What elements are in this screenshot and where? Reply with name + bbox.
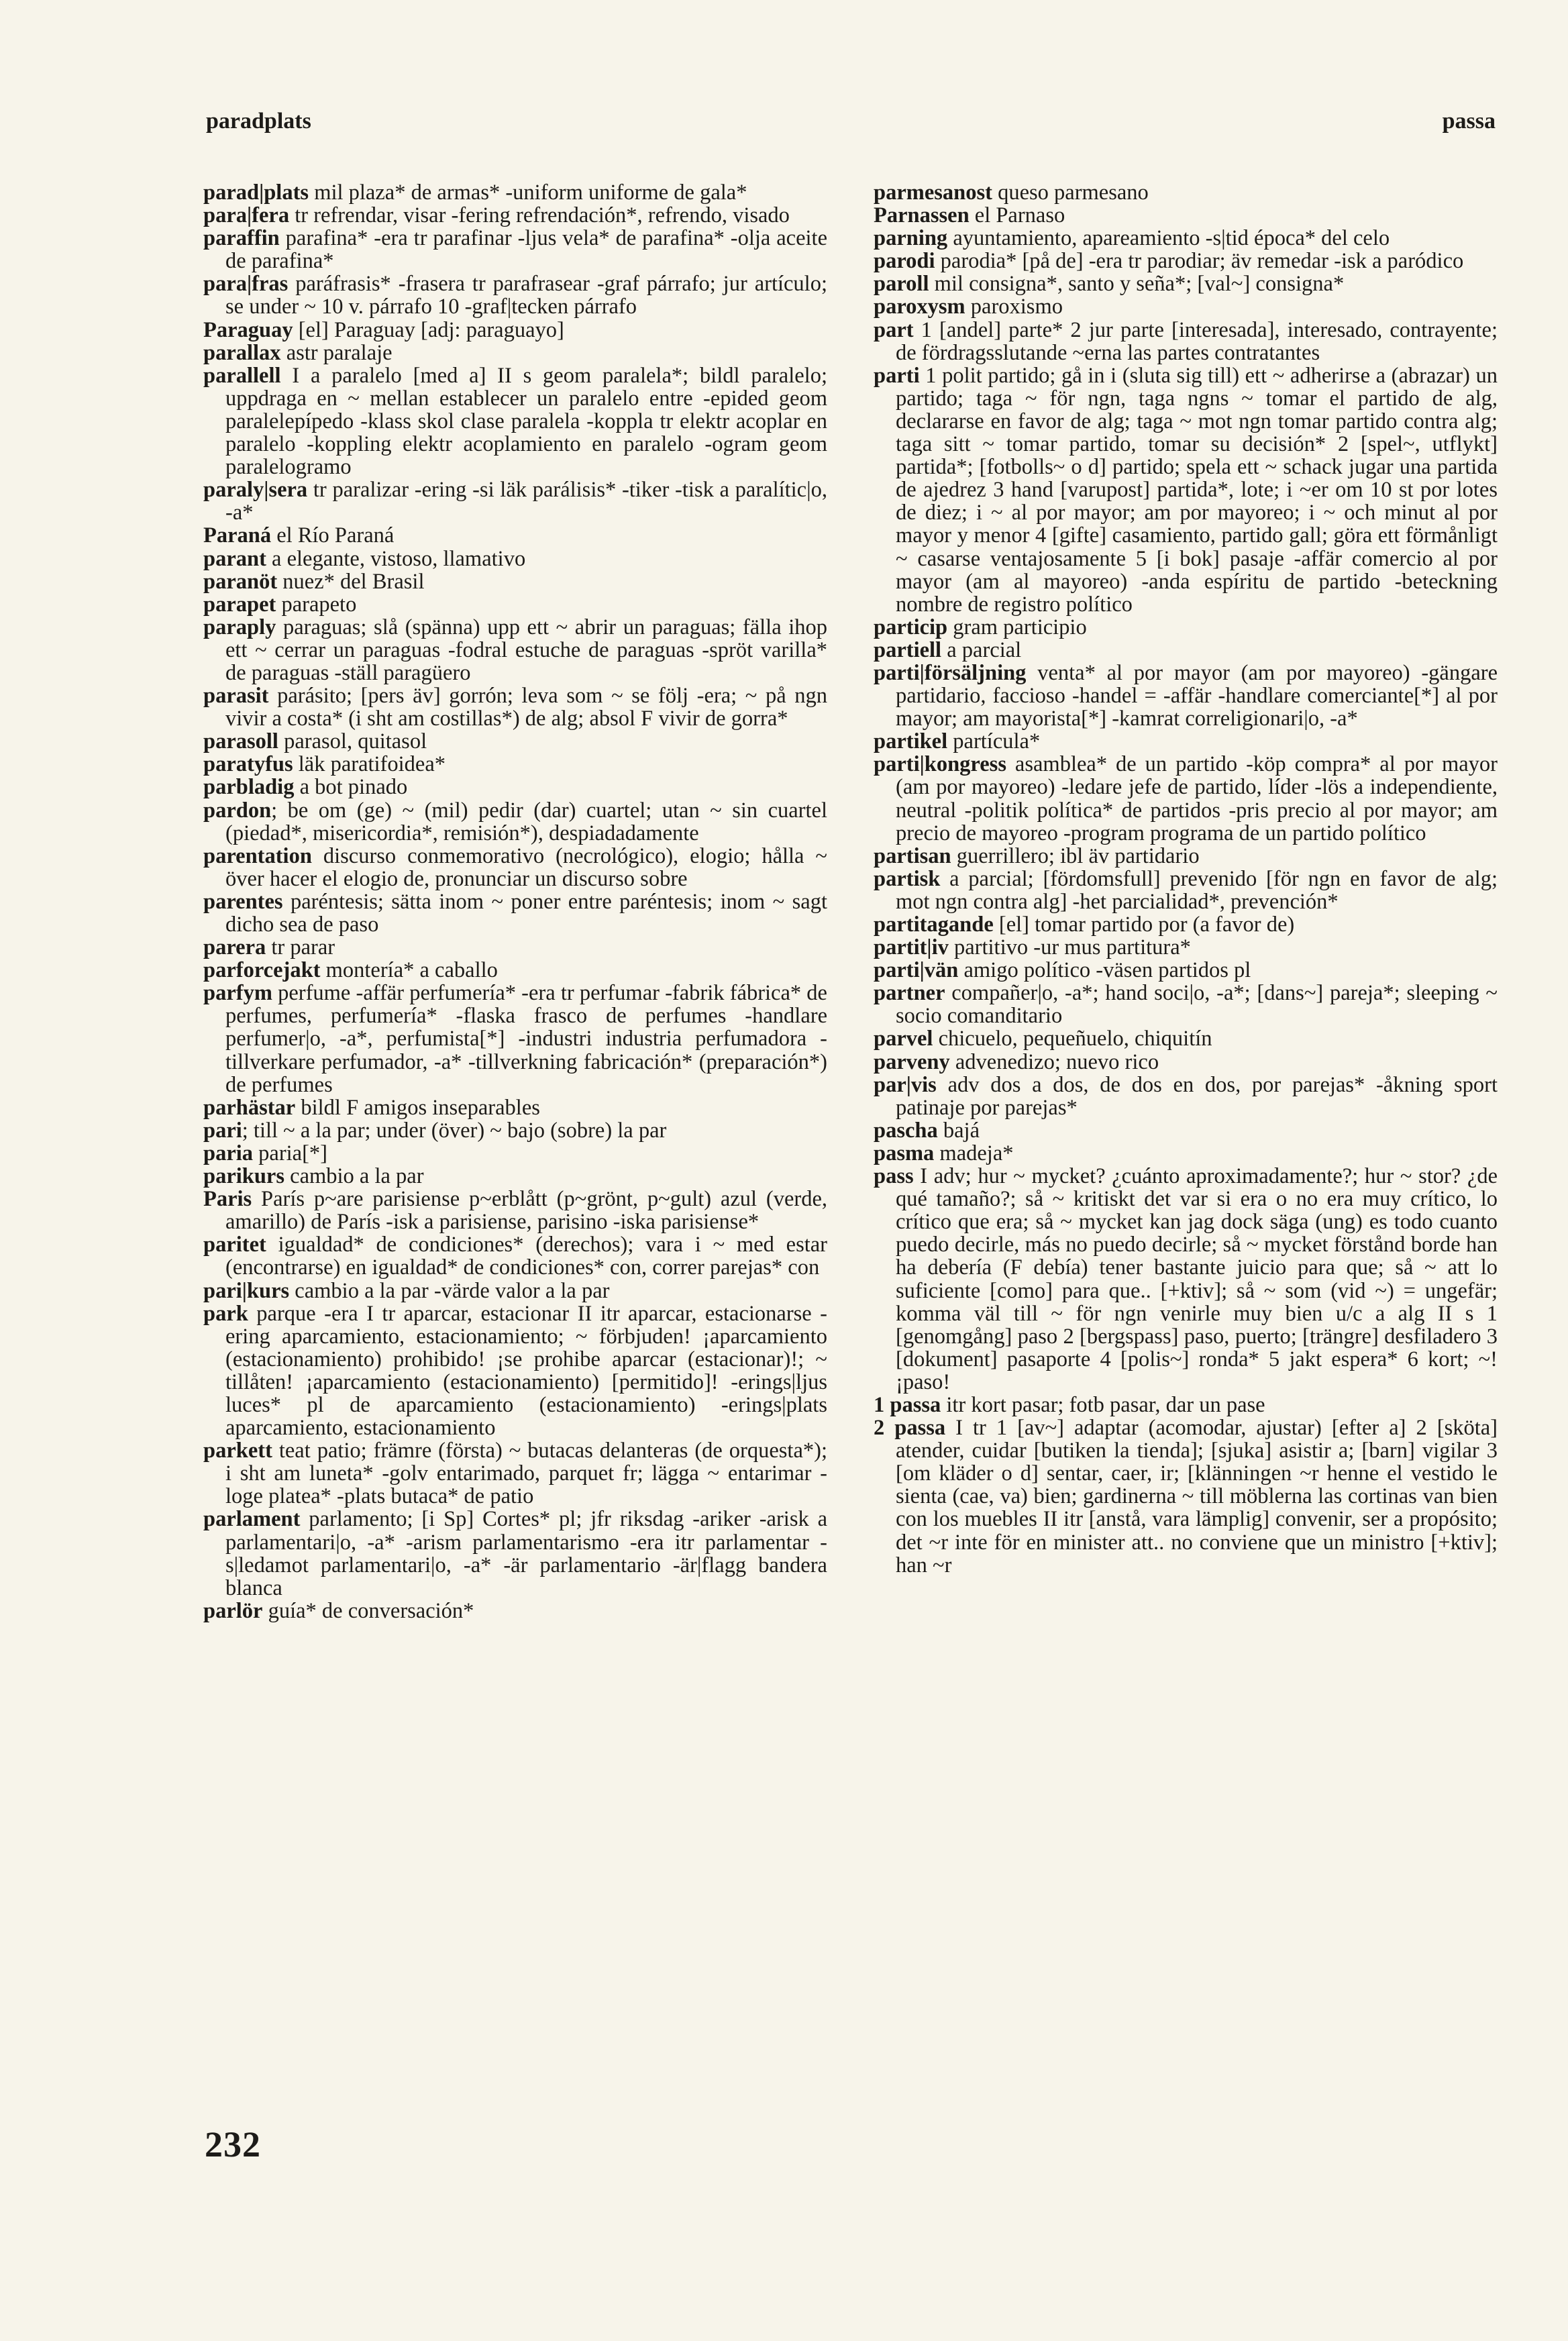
dictionary-entry — [874, 1027, 1498, 1050]
dictionary-entry — [874, 227, 1498, 250]
entry-headword: partisk — [874, 866, 941, 891]
entry-definition: paréntesis; sätta inom ~ poner entre paréntesis; inom ~ sagt dicho sea de paso — [225, 889, 827, 937]
entry-definition: ; till ~ a la par; under (över) ~ bajo (sobre) la par — [242, 1118, 667, 1143]
entry-headword: part — [874, 317, 914, 342]
entry-definition: parlamento; [i Sp] Cortes* pl; jfr riksdag -ariker -arisk a parlamentari|o, -a* -arism parlamentarismo -era itr parlamentar -s|ledamot parlamentari|o, -a* -är parlamentario -är|flagg bandera blanca — [225, 1507, 827, 1600]
entry-definition: parque -era I tr aparcar, estacionar II itr aparcar, estacionarse -ering aparcamiento, estacionamiento; ~ förbjuden! ¡aparcamiento (estacionamiento) prohibido! ¡se prohibe aparcar (estacionar)!; ~ tillåten! ¡aparcamiento (estacionamiento) [permitido]! -erings|ljus luces* pl de aparcamiento (estacionamiento) -erings|plats aparcamiento, estacionamiento — [225, 1301, 827, 1441]
dictionary-entry — [874, 730, 1498, 753]
dictionary-entry — [874, 1119, 1498, 1142]
dictionary-entry — [203, 478, 827, 524]
entry-definition: a elegante, vistoso, llamativo — [266, 546, 526, 571]
entry-definition: cambio a la par -värde valor a la par — [289, 1278, 610, 1303]
entry-definition: asamblea* de un partido -köp compra* al por mayor (am por mayoreo) -ledare jefe de partido, líder -lös a independiente, neutral -politik política* de partidos -pris precio al por mayor; am precio de mayoreo -program programa de un partido político — [896, 752, 1498, 845]
dictionary-entry — [874, 319, 1498, 364]
dictionary-entry — [203, 1119, 827, 1142]
dictionary-entry — [203, 319, 827, 342]
entry-headword: parti|vän — [874, 958, 959, 983]
entry-definition: a parcial; [fördomsfull] prevenido [för ngn en favor de alg; mot ngn contra alg] -het parcialidad*, prevención* — [896, 866, 1498, 914]
entry-headword: paranöt — [203, 569, 278, 594]
entry-definition: partitivo -ur mus partitura* — [948, 935, 1191, 960]
entry-definition: teat patio; främre (första) ~ butacas delanteras (de orquesta*); i sht am luneta* -golv entarimado, parquet fr; lägga ~ entarimar -loge platea* -plats butaca* de patio — [225, 1439, 827, 1509]
entry-definition: guía* de conversación* — [262, 1598, 474, 1623]
entry-definition: discurso conmemorativo (necrológico), elogio; hålla ~ över hacer el elogio de, pronunciar un discurso sobre — [225, 843, 827, 891]
entry-headword: partiell — [874, 637, 942, 662]
entry-headword: parad|plats — [203, 180, 309, 205]
dictionary-entry — [874, 982, 1498, 1027]
dictionary-entry — [874, 639, 1498, 662]
entry-definition: el Parnaso — [969, 203, 1065, 228]
dictionary-entry — [203, 1096, 827, 1119]
entry-definition: igualdad* de condiciones* (derechos); vara i ~ med estar (encontrarse) en igualdad* de condiciones* con, correr parejas* con — [225, 1233, 827, 1280]
dictionary-entry — [874, 1416, 1498, 1577]
entry-definition: compañer|o, -a*; hand soci|o, -a*; [dans~] pareja*; sleeping ~ socio comanditario — [896, 981, 1498, 1029]
dictionary-entry — [203, 342, 827, 364]
dictionary-entry — [203, 548, 827, 570]
right-column — [874, 181, 1498, 1577]
entry-headword: Paraguay — [203, 317, 293, 342]
entry-definition: 1 polit partido; gå in i (sluta sig till) ett ~ adherirse a (abrazar) un partido; taga ~ för ngn, taga ngns ~ tomar el partido de alg, declararse en favor de alg; taga ~ mot ngn tomar partido contra alg; taga sitt ~ tomar partido, tomar su decisión* 2 [spel~, utflykt] partida*; [fotbolls~ o d] partido; spela ett ~ schack jugar una partida de ajedrez 3 hand [varupost] partida*, lote; i ~er om 10 st por lotes de diez; i ~ al por mayor; am por mayoreo; i ~ och minut al por mayor y menor 4 [gifte] casamiento, partido gall; göra ett förmånligt ~ casarse ventajosamente 5 [i bok] pasaje -affär comercio al por mayor (am al mayoreo) -anda espíritu de partido -beteckning nombre de registro político — [896, 363, 1498, 617]
dictionary-entry — [203, 593, 827, 616]
entry-headword: parentation — [203, 843, 312, 868]
page-number: 232 — [205, 2124, 261, 2165]
entry-headword: parlör — [203, 1598, 263, 1623]
dictionary-entry — [874, 272, 1498, 295]
entry-headword: parning — [874, 226, 948, 251]
entry-headword: paratyfus — [203, 752, 293, 777]
dictionary-entry — [203, 890, 827, 936]
entry-definition: gram participio — [947, 615, 1087, 639]
dictionary-entry — [203, 616, 827, 684]
entry-definition: venta* al por mayor (am por mayoreo) -gängare partidario, faccioso -handel = -affär -handlare comerciante[*] al por mayor; am mayorista[*] -kamrat correligionari|o, -a* — [896, 660, 1498, 731]
dictionary-entry — [203, 845, 827, 890]
entry-headword: paraffin — [203, 226, 280, 251]
entry-definition: 1 [andel] parte* 2 jur parte [interesada], interesado, contrayente; de fördragsslutande ~erna las partes contratantes — [896, 317, 1498, 365]
entry-definition: guerrillero; ibl äv partidario — [951, 843, 1200, 868]
entry-headword: parallell — [203, 363, 281, 388]
entry-definition: cambio a la par — [284, 1164, 424, 1189]
entry-definition: queso parmesano — [992, 180, 1149, 205]
entry-headword: parbladig — [203, 775, 295, 800]
entry-definition: parásito; [pers äv] gorrón; leva som ~ se följ -era; ~ på ngn vivir a costa* (i sht am costillas*) de alg; absol F vivir de gorra* — [225, 684, 827, 731]
entry-headword: pass — [874, 1164, 914, 1189]
dictionary-entry — [203, 181, 827, 204]
entry-definition: amigo político -väsen partidos pl — [958, 958, 1251, 983]
entry-headword: Parnassen — [874, 203, 970, 228]
dictionary-entry — [203, 936, 827, 959]
entry-headword: parveny — [874, 1049, 950, 1074]
entry-definition: mil plaza* de armas* -uniform uniforme de gala* — [309, 180, 747, 205]
dictionary-entry — [203, 272, 827, 318]
entry-headword: Paraná — [203, 523, 272, 548]
entry-definition: [el] Paraguay [adj: paraguayo] — [293, 317, 564, 342]
entry-definition: chicuelo, pequeñuelo, chiquitín — [933, 1027, 1212, 1051]
entry-headword: parfym — [203, 981, 272, 1006]
entry-definition: bildl F amigos inseparables — [295, 1095, 540, 1120]
dictionary-entry — [203, 982, 827, 1096]
dictionary-entry — [203, 364, 827, 478]
entry-definition: parodia* [på de] -era tr parodiar; äv remedar -isk a paródico — [935, 249, 1464, 274]
dictionary-entry — [874, 868, 1498, 913]
entry-headword: parti — [874, 363, 920, 388]
entry-definition: madeja* — [934, 1141, 1014, 1165]
dictionary-entry — [874, 1165, 1498, 1394]
dictionary-entry — [874, 959, 1498, 982]
dictionary-entry — [203, 1508, 827, 1599]
entry-definition: [el] tomar partido por (a favor de) — [993, 913, 1295, 937]
running-head-right: passa — [1442, 109, 1496, 134]
dictionary-entry — [874, 1394, 1498, 1416]
entry-definition: paraguas; slå (spänna) upp ett ~ abrir un paraguas; fälla ihop ett ~ cerrar un paraguas -fodral estuche de paraguas -spröt varilla* de paraguas -ställ paragüero — [225, 615, 827, 685]
entry-definition: nuez* del Brasil — [277, 569, 425, 594]
entry-definition: paráfrasis* -frasera tr parafrasear -graf párrafo; jur artículo; se under ~ 10 v. párrafo 10 -graf|tecken párrafo — [225, 272, 827, 319]
entry-headword: paroxysm — [874, 295, 965, 319]
dictionary-entry — [203, 524, 827, 547]
entry-headword: Paris — [203, 1187, 252, 1212]
dictionary-entry — [203, 959, 827, 982]
entry-definition: tr refrendar, visar -fering refrendación*, refrendo, visado — [289, 203, 790, 228]
entry-headword: parhästar — [203, 1095, 296, 1120]
entry-headword: parikurs — [203, 1164, 285, 1189]
entry-definition: läk paratifoidea* — [293, 752, 446, 777]
entry-headword: para|fera — [203, 203, 290, 228]
entry-headword: parforcejakt — [203, 958, 321, 983]
entry-headword: 1 passa — [874, 1392, 941, 1417]
entry-headword: parvel — [874, 1027, 933, 1051]
entry-headword: 2 passa — [874, 1416, 946, 1441]
entry-headword: pascha — [874, 1118, 938, 1143]
entry-headword: parasit — [203, 684, 269, 709]
entry-headword: para|fras — [203, 272, 289, 297]
entry-definition: parapeto — [276, 592, 357, 617]
dictionary-entry — [203, 1142, 827, 1165]
entry-headword: paritet — [203, 1233, 266, 1257]
entry-headword: parodi — [874, 249, 935, 274]
entry-definition: perfume -affär perfumería* -era tr perfumar -fabrik fábrica* de perfumes, perfumería* -flaska frasco de perfumes -handlare perfumer|o, -a*, perfumista[*] -industri industria perfumadora -tillverkare perfumador, -a* -tillverkning fabricación* (preparación*) de perfumes — [225, 981, 827, 1097]
entry-headword: parapet — [203, 592, 276, 617]
entry-definition: paroxismo — [965, 295, 1063, 319]
entry-headword: particip — [874, 615, 948, 639]
entry-definition: a bot pinado — [294, 775, 408, 800]
entry-headword: parera — [203, 935, 266, 960]
entry-definition: ayuntamiento, apareamiento -s|tid época* del celo — [947, 226, 1390, 251]
entry-definition: I adv; hur ~ mycket? ¿cuánto aproximadamente?; hur ~ stor? ¿de qué tamaño?; så ~ kritiskt det var si era o no era muy crítico, lo crítico que era; så ~ mycket kan jag dock säga (ung) es todo cuanto puedo decirle, más no puedo decirle; så ~ mycket förstånd borde han ha debería (F debía) tener bastante juicio para que; så ~ att lo suficiente [como] para que.. [+ktiv]; så ~ som (vid ~) = ungefär; komma väl till ~ för ngn venirle muy bien u/c a alg II s 1 [genomgång] paso 2 [bergspass] paso, puerto; [trängre] desfiladero 3 [dokument] pasaporte 4 [polis~] ronda* 5 jakt espera* 6 kort; ~! ¡paso! — [896, 1164, 1498, 1394]
entry-definition: paria[*] — [253, 1141, 328, 1165]
dictionary-entry — [874, 845, 1498, 868]
entry-headword: partit|iv — [874, 935, 949, 960]
dictionary-entry — [203, 684, 827, 730]
entry-headword: parti|försäljning — [874, 660, 1027, 685]
entry-definition: París p~are parisiense p~erblått (p~grönt, p~gult) azul (verde, amarillo) de París -isk a parisiense, parisino -iska parisiense* — [225, 1187, 827, 1235]
entry-definition: astr paralaje — [280, 340, 393, 365]
dictionary-entry — [874, 1051, 1498, 1074]
entry-definition: parafina* -era tr parafinar -ljus vela* de parafina* -olja aceite de parafina* — [225, 226, 827, 274]
dictionary-entry — [874, 936, 1498, 959]
dictionary-entry — [203, 1302, 827, 1440]
dictionary-entry — [874, 753, 1498, 844]
entry-definition: el Río Paraná — [271, 523, 395, 548]
entry-definition: mil consigna*, santo y seña*; [val~] consigna* — [929, 272, 1345, 297]
entry-headword: park — [203, 1301, 248, 1326]
dictionary-entry — [874, 1142, 1498, 1165]
entry-headword: parant — [203, 546, 266, 571]
entry-headword: parlament — [203, 1507, 301, 1532]
dictionary-entry — [874, 204, 1498, 227]
entry-definition: itr kort pasar; fotb pasar, dar un pase — [941, 1392, 1265, 1417]
dictionary-entry — [874, 1074, 1498, 1119]
entry-headword: pasma — [874, 1141, 935, 1165]
dictionary-entry — [203, 799, 827, 845]
entry-definition: tr paralizar -ering -si läk parálisis* -tiker -tisk a paralític|o, -a* — [225, 478, 827, 525]
running-head-left: paradplats — [206, 109, 311, 134]
entry-definition: adv dos a dos, de dos en dos, por parejas* -åkning sport patinaje por parejas* — [896, 1072, 1498, 1120]
dictionary-entry — [203, 1165, 827, 1188]
dictionary-entry — [874, 662, 1498, 730]
entry-definition: bajá — [937, 1118, 980, 1143]
dictionary-entry — [874, 364, 1498, 616]
entry-headword: partitagande — [874, 913, 994, 937]
entry-headword: par|vis — [874, 1072, 937, 1097]
entry-headword: pardon — [203, 798, 272, 823]
entry-definition: advenedizo; nuevo rico — [949, 1049, 1159, 1074]
entry-definition: I a paralelo [med a] II s geom paralela*; bildl paralelo; uppdraga en ~ mellan establecer un paralelo entre -epided geom paralelepípedo -klass skol clase paralela -koppla tr elektr acoplar en paralelo -koppling elektr acoplamiento en paralelo -ogram geom paralelogramo — [225, 363, 827, 480]
dictionary-entry — [874, 181, 1498, 204]
dictionary-entry — [203, 1280, 827, 1302]
entry-headword: parti|kongress — [874, 752, 1006, 777]
dictionary-entry — [203, 753, 827, 776]
dictionary-entry — [874, 295, 1498, 318]
entry-headword: pari — [203, 1118, 242, 1143]
left-column — [203, 181, 827, 1622]
entry-headword: partikel — [874, 729, 948, 754]
dictionary-entry — [203, 227, 827, 272]
entry-headword: parentes — [203, 889, 283, 914]
dictionary-entry — [203, 776, 827, 798]
entry-headword: paraly|sera — [203, 478, 308, 503]
dictionary-entry — [203, 1188, 827, 1233]
dictionary-entry — [203, 1600, 827, 1622]
entry-definition: a parcial — [941, 637, 1022, 662]
entry-headword: parasoll — [203, 729, 278, 754]
dictionary-entry — [203, 1233, 827, 1279]
entry-definition: tr parar — [266, 935, 335, 960]
dictionary-entry — [203, 570, 827, 593]
entry-headword: paria — [203, 1141, 254, 1165]
entry-headword: paroll — [874, 272, 929, 297]
entry-headword: parkett — [203, 1439, 272, 1463]
dictionary-entry — [203, 1439, 827, 1508]
dictionary-entry — [203, 204, 827, 227]
entry-headword: partisan — [874, 843, 951, 868]
entry-headword: parallax — [203, 340, 281, 365]
entry-definition: partícula* — [947, 729, 1041, 754]
entry-definition: parasol, quitasol — [278, 729, 427, 754]
entry-headword: parmesanost — [874, 180, 992, 205]
entry-definition: montería* a caballo — [320, 958, 498, 983]
entry-headword: paraply — [203, 615, 276, 639]
dictionary-entry — [874, 616, 1498, 639]
dictionary-entry — [874, 250, 1498, 272]
dictionary-entry — [874, 913, 1498, 936]
entry-definition: I tr 1 [av~] adaptar (acomodar, ajustar) [efter a] 2 [sköta] atender, cuidar [butiken la tienda]; [sjuka] asistir a; [barn] vigilar 3 [om kläder o d] sentar, caer, ir; [klänningen ~r henne el vestido le sienta (cae, va) bien; gardinerna ~ till möblerna las cortinas van bien con los muebles II itr [anstå, vara lämplig] convenir, ser a propósito; det ~r inte för en minister att.. no conviene que un ministro [+ktiv]; han ~r — [896, 1416, 1498, 1577]
dictionary-entry — [203, 730, 827, 753]
entry-headword: pari|kurs — [203, 1278, 290, 1303]
entry-headword: partner — [874, 981, 945, 1006]
entry-definition: ; be om (ge) ~ (mil) pedir (dar) cuartel; utan ~ sin cuartel (piedad*, misericordia*, remisión*), despiadadamente — [225, 798, 827, 845]
